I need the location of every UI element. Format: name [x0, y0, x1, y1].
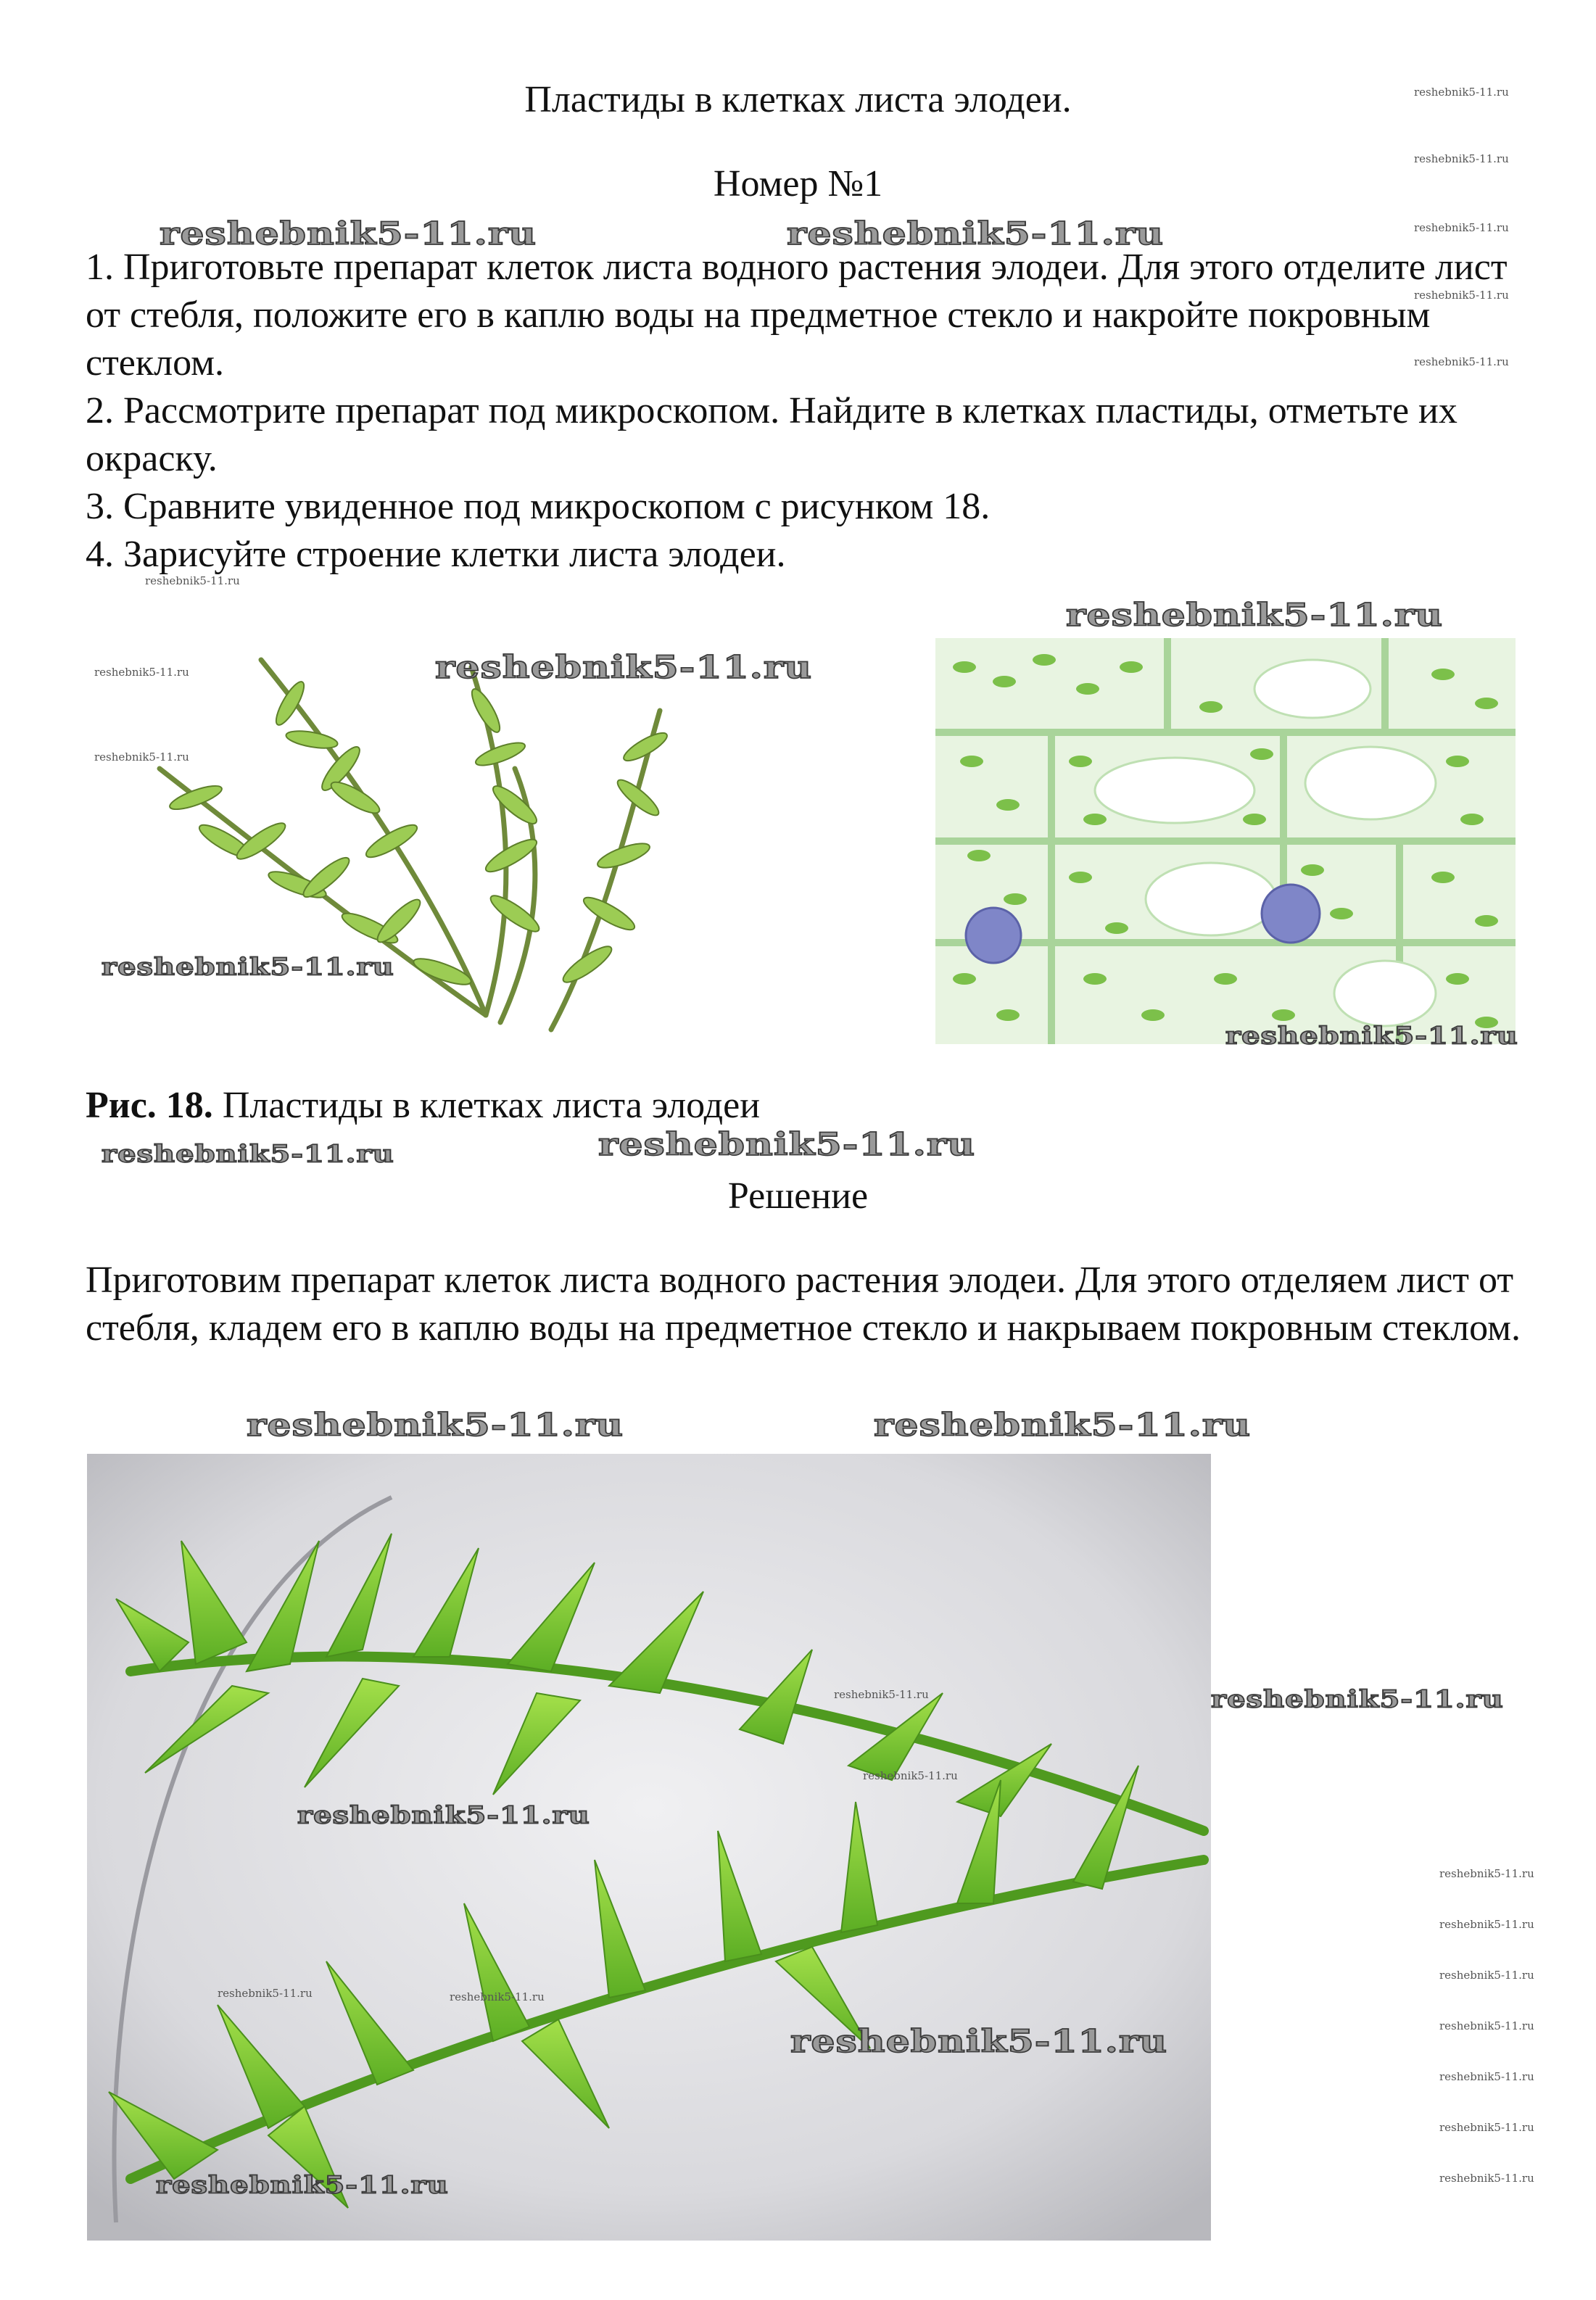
watermark: reshebnik5-11.ru	[1225, 1022, 1518, 1050]
watermark: reshebnik5-11.ru	[863, 1769, 958, 1782]
watermark: reshebnik5-11.ru	[102, 953, 394, 981]
watermark: reshebnik5-11.ru	[102, 1140, 394, 1168]
elodea-plant-illustration	[109, 624, 761, 1044]
figure-caption-text: Пластиды в клетках листа элодеи	[212, 1085, 761, 1126]
solution-paragraph: Приготовим препарат клеток листа водного растения элодеи. Для этого отделяем лист от стебля, кладем его в каплю воды на предметное стекло и накрываем покровным стеклом.	[86, 1259, 1521, 1349]
step-1: 1. Приготовьте препарат клеток листа водного растения элодеи. Для этого отделите лист от стебля, положите его в каплю воды на предметное стекло и накройте покровным стеклом.	[86, 247, 1508, 384]
figure-label: Рис. 18.	[86, 1085, 213, 1126]
watermark: reshebnik5-11.ru	[156, 2171, 449, 2199]
watermark: reshebnik5-11.ru	[834, 1688, 929, 1701]
page-title: Пластиды в клетках листа элодеи.	[524, 79, 1072, 120]
watermark: reshebnik5-11.ru	[160, 215, 537, 252]
watermark: reshebnik5-11.ru	[145, 574, 240, 587]
watermark: reshebnik5-11.ru	[1439, 2121, 1534, 2134]
elodea-photo	[87, 1454, 1211, 2241]
watermark: reshebnik5-11.ru	[787, 215, 1165, 252]
step-2: 2. Рассмотрите препарат под микроскопом. Найдите в клетках пластиды, отметьте их окраску.	[86, 390, 1458, 479]
watermark: reshebnik5-11.ru	[1439, 2070, 1534, 2083]
watermark: reshebnik5-11.ru	[790, 2023, 1168, 2060]
watermark: reshebnik5-11.ru	[1414, 221, 1509, 234]
watermark: reshebnik5-11.ru	[1439, 2019, 1534, 2032]
watermark: reshebnik5-11.ru	[1414, 355, 1509, 368]
solution-text	[86, 1257, 1521, 1352]
watermark: reshebnik5-11.ru	[1439, 1918, 1534, 1931]
watermark: reshebnik5-11.ru	[1414, 86, 1509, 99]
instructions-list	[86, 244, 1521, 579]
watermark: reshebnik5-11.ru	[1211, 1685, 1504, 1713]
watermark: reshebnik5-11.ru	[94, 750, 189, 764]
watermark: reshebnik5-11.ru	[1066, 597, 1444, 634]
watermark: reshebnik5-11.ru	[297, 1801, 590, 1829]
figure-caption	[86, 1084, 760, 1128]
task-number: Номер №1	[713, 163, 883, 204]
watermark: reshebnik5-11.ru	[1439, 2172, 1534, 2185]
watermark: reshebnik5-11.ru	[435, 649, 813, 686]
watermark: reshebnik5-11.ru	[874, 1407, 1252, 1444]
watermark: reshebnik5-11.ru	[1414, 289, 1509, 302]
step-4: 4. Зарисуйте строение клетки листа элодеи.	[86, 534, 786, 575]
step-3: 3. Сравните увиденное под микроскопом с рисунком 18.	[86, 486, 991, 527]
watermark: reshebnik5-11.ru	[1439, 1969, 1534, 1982]
watermark: reshebnik5-11.ru	[1414, 152, 1509, 165]
watermark: reshebnik5-11.ru	[218, 1987, 313, 2000]
watermark: reshebnik5-11.ru	[450, 1990, 545, 2003]
solution-heading: Решение	[727, 1175, 869, 1217]
watermark: reshebnik5-11.ru	[598, 1126, 976, 1163]
watermark: reshebnik5-11.ru	[247, 1407, 624, 1444]
leaf-cell-diagram	[935, 638, 1516, 1044]
watermark: reshebnik5-11.ru	[1439, 1867, 1534, 1880]
watermark: reshebnik5-11.ru	[94, 666, 189, 679]
